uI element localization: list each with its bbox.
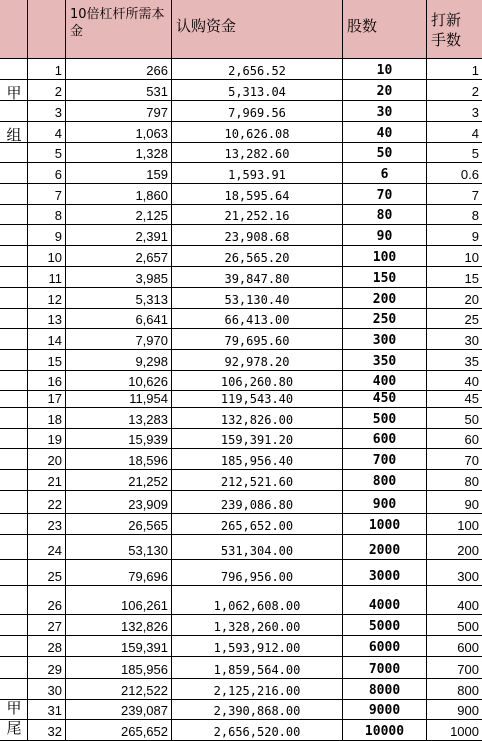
table-row: [0, 267, 482, 288]
cell-seq[interactable]: 16: [28, 371, 66, 390]
cell-leverage[interactable]: 53,130: [66, 535, 172, 559]
cell-seq[interactable]: 25: [28, 560, 66, 585]
table-row: [0, 449, 482, 470]
cell-funds[interactable]: 18,595.64: [172, 184, 343, 204]
cell-leverage[interactable]: 2,657: [66, 246, 172, 266]
cell-shares[interactable]: 7000: [343, 657, 427, 678]
table-row: [0, 615, 482, 636]
table-row: [0, 329, 482, 350]
cell-group: [0, 205, 28, 224]
cell-shares[interactable]: 450: [343, 391, 427, 407]
cell-shares[interactable]: 10: [343, 59, 427, 79]
cell-seq[interactable]: 22: [28, 491, 66, 513]
cell-hits[interactable]: 600: [457, 640, 479, 655]
cell-funds[interactable]: 159,391.20: [172, 429, 343, 448]
cell-shares[interactable]: 500: [343, 408, 427, 428]
cell-shares[interactable]: 400: [343, 371, 427, 390]
cell-seq[interactable]: 14: [28, 329, 66, 349]
cell-funds[interactable]: 212,521.60: [172, 470, 343, 490]
table-row: [0, 429, 482, 449]
cell-leverage[interactable]: 239,087: [66, 700, 172, 719]
cell-leverage[interactable]: 15,939: [66, 429, 172, 448]
table-row: [0, 560, 482, 586]
cell-group: [0, 225, 28, 245]
cell-leverage[interactable]: 13,283: [66, 408, 172, 428]
cell-funds[interactable]: 7,969.56: [172, 101, 343, 121]
cell-leverage[interactable]: 185,956: [66, 657, 172, 678]
table-row: [0, 246, 482, 267]
header-seq: [28, 0, 66, 58]
cell-funds[interactable]: 79,695.60: [172, 329, 343, 349]
cell-group: [0, 288, 28, 308]
cell-leverage[interactable]: 266: [66, 59, 172, 79]
cell-shares[interactable]: 8000: [343, 679, 427, 699]
cell-seq[interactable]: 6: [28, 163, 66, 183]
cell-group: [0, 657, 28, 678]
cell-group: [0, 535, 28, 559]
cell-shares[interactable]: 350: [343, 350, 427, 370]
table-row: [0, 80, 482, 101]
cell-hits[interactable]: 90: [464, 497, 479, 512]
cell-seq[interactable]: 17: [28, 391, 66, 407]
header-row: [0, 0, 482, 59]
cell-funds[interactable]: 2,390,868.00: [172, 700, 343, 719]
cell-shares[interactable]: 90: [343, 225, 427, 245]
cell-leverage[interactable]: 1,860: [66, 184, 172, 204]
cell-leverage[interactable]: 5,313: [66, 288, 172, 308]
cell-seq[interactable]: 12: [28, 288, 66, 308]
table-row: [0, 143, 482, 163]
cell-hits[interactable]: 5: [471, 146, 479, 161]
table-row: [0, 391, 482, 408]
cell-seq[interactable]: 23: [28, 514, 66, 534]
cell-seq[interactable]: 19: [28, 429, 66, 448]
cell-hits[interactable]: 800: [457, 683, 479, 698]
cell-hits[interactable]: 1000: [450, 724, 479, 739]
cell-hits[interactable]: 300: [457, 569, 479, 584]
table-row: [0, 101, 482, 122]
cell-shares[interactable]: 30: [343, 101, 427, 121]
cell-leverage[interactable]: 23,909: [66, 491, 172, 513]
cell-shares[interactable]: 700: [343, 449, 427, 469]
cell-shares[interactable]: 300: [343, 329, 427, 349]
cell-shares[interactable]: 2000: [343, 535, 427, 559]
cell-shares[interactable]: 70: [343, 184, 427, 204]
cell-seq[interactable]: 29: [28, 657, 66, 678]
cell-funds[interactable]: 23,908.68: [172, 225, 343, 245]
cell-funds[interactable]: 531,304.00: [172, 535, 343, 559]
cell-group: [0, 184, 28, 204]
cell-leverage[interactable]: 7,970: [66, 329, 172, 349]
cell-leverage[interactable]: 132,826: [66, 615, 172, 635]
cell-hits[interactable]: 7: [471, 188, 479, 203]
cell-funds[interactable]: 21,252.16: [172, 205, 343, 224]
cell-hits[interactable]: 50: [464, 412, 479, 427]
table-row: [0, 586, 482, 615]
cell-seq[interactable]: 20: [28, 449, 66, 469]
cell-seq[interactable]: 3: [28, 101, 66, 121]
cell-shares[interactable]: 250: [343, 309, 427, 328]
table-row: [0, 720, 482, 741]
cell-leverage[interactable]: 2,125: [66, 205, 172, 224]
cell-group: [0, 391, 28, 407]
cell-hits[interactable]: 80: [464, 474, 479, 489]
cell-leverage[interactable]: 18,596: [66, 449, 172, 469]
cell-funds[interactable]: 132,826.00: [172, 408, 343, 428]
cell-leverage[interactable]: 3,985: [66, 267, 172, 287]
cell-shares[interactable]: 100: [343, 246, 427, 266]
table-row: [0, 679, 482, 700]
cell-funds[interactable]: 2,125,216.00: [172, 679, 343, 699]
cell-shares[interactable]: 50: [343, 143, 427, 162]
cell-seq[interactable]: 11: [28, 267, 66, 287]
cell-hits[interactable]: 10: [464, 250, 479, 265]
cell-shares[interactable]: 6: [343, 163, 427, 183]
cell-funds[interactable]: 185,956.40: [172, 449, 343, 469]
cell-group: [0, 267, 28, 287]
cell-funds[interactable]: 2,656,520.00: [172, 720, 343, 740]
header-leverage: 10倍杠杆所需本金: [66, 0, 172, 58]
cell-seq[interactable]: 32: [28, 720, 66, 740]
cell-funds[interactable]: 239,086.80: [172, 491, 343, 513]
cell-shares[interactable]: 3000: [343, 560, 427, 585]
cell-seq[interactable]: 18: [28, 408, 66, 428]
cell-hits[interactable]: 400: [457, 598, 479, 613]
cell-group: [0, 143, 28, 162]
cell-seq[interactable]: 27: [28, 615, 66, 635]
table-row: [0, 163, 482, 184]
cell-leverage[interactable]: 1,328: [66, 143, 172, 162]
cell-shares[interactable]: 5000: [343, 615, 427, 635]
cell-leverage[interactable]: 265,652: [66, 720, 172, 740]
cell-funds[interactable]: 1,593.91: [172, 163, 343, 183]
cell-funds[interactable]: 1,328,260.00: [172, 615, 343, 635]
cell-leverage[interactable]: 159: [66, 163, 172, 183]
cell-hits[interactable]: 35: [464, 354, 479, 369]
cell-shares[interactable]: 80: [343, 205, 427, 224]
cell-seq[interactable]: 13: [28, 309, 66, 328]
cell-group: [0, 59, 28, 79]
cell-leverage[interactable]: 26,565: [66, 514, 172, 534]
group-label-jia: 甲: [6, 84, 22, 102]
cell-shares[interactable]: 200: [343, 288, 427, 308]
cell-hits[interactable]: 20: [464, 292, 479, 307]
cell-shares[interactable]: 20: [343, 80, 427, 100]
cell-funds[interactable]: 1,593,912.00: [172, 636, 343, 656]
table-row: [0, 59, 482, 80]
cell-shares[interactable]: 800: [343, 470, 427, 490]
table-row: [0, 122, 482, 143]
cell-shares[interactable]: 10000: [343, 720, 427, 740]
table-row: [0, 408, 482, 429]
cell-leverage[interactable]: 797: [66, 101, 172, 121]
table-row: [0, 514, 482, 535]
cell-funds[interactable]: 265,652.00: [172, 514, 343, 534]
header-shares: 股数: [343, 0, 427, 58]
cell-hits[interactable]: 45: [464, 391, 479, 406]
cell-leverage[interactable]: 106,261: [66, 586, 172, 614]
table-row: [0, 288, 482, 309]
cell-group: [0, 491, 28, 513]
cell-hits[interactable]: 70: [464, 453, 479, 468]
cell-seq[interactable]: 31: [28, 700, 66, 719]
cell-leverage[interactable]: 11,954: [66, 391, 172, 407]
cell-seq[interactable]: 9: [28, 225, 66, 245]
cell-leverage[interactable]: 212,522: [66, 679, 172, 699]
cell-funds[interactable]: 106,260.80: [172, 371, 343, 390]
cell-funds[interactable]: 10,626.08: [172, 122, 343, 142]
cell-group: [0, 560, 28, 585]
cell-seq[interactable]: 1: [28, 59, 66, 79]
cell-funds[interactable]: 1,859,564.00: [172, 657, 343, 678]
table-row: [0, 491, 482, 514]
group-label-jia-tail: 甲: [6, 699, 22, 717]
cell-hits[interactable]: 25: [464, 312, 479, 327]
cell-leverage[interactable]: 21,252: [66, 470, 172, 490]
cell-shares[interactable]: 4000: [343, 586, 427, 614]
cell-seq[interactable]: 4: [28, 122, 66, 142]
cell-leverage[interactable]: 10,626: [66, 371, 172, 390]
cell-hits[interactable]: 8: [471, 208, 479, 223]
cell-seq[interactable]: 24: [28, 535, 66, 559]
cell-leverage[interactable]: 159,391: [66, 636, 172, 656]
cell-group: [0, 470, 28, 490]
cell-leverage[interactable]: 531: [66, 80, 172, 100]
cell-seq[interactable]: 26: [28, 586, 66, 614]
table-row: [0, 350, 482, 371]
cell-shares[interactable]: 6000: [343, 636, 427, 656]
cell-seq[interactable]: 15: [28, 350, 66, 370]
cell-hits[interactable]: 40: [464, 374, 479, 389]
table-row: [0, 184, 482, 205]
cell-funds[interactable]: 1,062,608.00: [172, 586, 343, 614]
cell-group: [0, 101, 28, 121]
cell-hits[interactable]: 900: [457, 703, 479, 718]
table-row: [0, 657, 482, 679]
cell-seq[interactable]: 5: [28, 143, 66, 162]
cell-seq[interactable]: 30: [28, 679, 66, 699]
cell-seq[interactable]: 2: [28, 80, 66, 100]
cell-group: [0, 429, 28, 448]
cell-group: [0, 350, 28, 370]
header-hits-line2: 手数: [431, 31, 462, 49]
cell-funds[interactable]: 2,656.52: [172, 59, 343, 79]
cell-leverage[interactable]: 6,641: [66, 309, 172, 328]
table-row: [0, 700, 482, 720]
cell-funds[interactable]: 796,956.00: [172, 560, 343, 585]
cell-group: [0, 163, 28, 183]
cell-shares[interactable]: 900: [343, 491, 427, 513]
cell-hits[interactable]: 9: [471, 229, 479, 244]
group-label-zu: 组: [6, 126, 22, 144]
table-row: [0, 535, 482, 560]
cell-funds[interactable]: 66,413.00: [172, 309, 343, 328]
cell-group: [0, 449, 28, 469]
header-hits-line1: 打新: [431, 11, 462, 29]
cell-hits[interactable]: 30: [464, 333, 479, 348]
cell-hits[interactable]: 700: [457, 662, 479, 677]
cell-funds[interactable]: 92,978.20: [172, 350, 343, 370]
cell-group: [0, 636, 28, 656]
cell-hits[interactable]: 3: [471, 105, 479, 120]
cell-hits[interactable]: 60: [464, 432, 479, 447]
table-row: [0, 636, 482, 657]
cell-hits[interactable]: 0.6: [460, 167, 479, 182]
cell-group: [0, 246, 28, 266]
table-row: [0, 225, 482, 246]
cell-seq[interactable]: 28: [28, 636, 66, 656]
cell-group: [0, 408, 28, 428]
cell-leverage[interactable]: 9,298: [66, 350, 172, 370]
cell-funds[interactable]: 119,543.40: [172, 391, 343, 407]
table-row: [0, 309, 482, 329]
header-hits: [427, 0, 482, 58]
cell-leverage[interactable]: 79,696: [66, 560, 172, 585]
cell-leverage[interactable]: 2,391: [66, 225, 172, 245]
cell-funds[interactable]: 26,565.20: [172, 246, 343, 266]
cell-shares[interactable]: 600: [343, 429, 427, 448]
cell-group: [0, 615, 28, 635]
cell-funds[interactable]: 5,313.04: [172, 80, 343, 100]
table-row: [0, 205, 482, 225]
cell-hits[interactable]: 200: [457, 543, 479, 558]
cell-seq[interactable]: 10: [28, 246, 66, 266]
cell-shares[interactable]: 9000: [343, 700, 427, 719]
cell-group: [0, 371, 28, 390]
cell-group: [0, 586, 28, 614]
cell-funds[interactable]: 53,130.40: [172, 288, 343, 308]
cell-seq[interactable]: 21: [28, 470, 66, 490]
cell-leverage[interactable]: 1,063: [66, 122, 172, 142]
cell-seq[interactable]: 8: [28, 205, 66, 224]
cell-funds[interactable]: 39,847.80: [172, 267, 343, 287]
table-row: [0, 470, 482, 491]
cell-shares[interactable]: 40: [343, 122, 427, 142]
cell-seq[interactable]: 7: [28, 184, 66, 204]
cell-hits[interactable]: 500: [457, 619, 479, 634]
table-row: [0, 371, 482, 391]
cell-group: [0, 309, 28, 328]
cell-shares[interactable]: 150: [343, 267, 427, 287]
cell-shares[interactable]: 1000: [343, 514, 427, 534]
cell-group: [0, 679, 28, 699]
cell-funds[interactable]: 13,282.60: [172, 143, 343, 162]
header-funds: 认购资金: [172, 0, 343, 58]
cell-hits[interactable]: 1: [471, 63, 479, 78]
cell-hits[interactable]: 100: [457, 518, 479, 533]
cell-hits[interactable]: 15: [464, 271, 479, 286]
cell-group: [0, 514, 28, 534]
cell-hits[interactable]: 2: [471, 84, 479, 99]
cell-group: [0, 329, 28, 349]
header-group: [0, 0, 28, 58]
cell-hits[interactable]: 4: [471, 126, 479, 141]
group-label-wei: 尾: [6, 719, 22, 737]
